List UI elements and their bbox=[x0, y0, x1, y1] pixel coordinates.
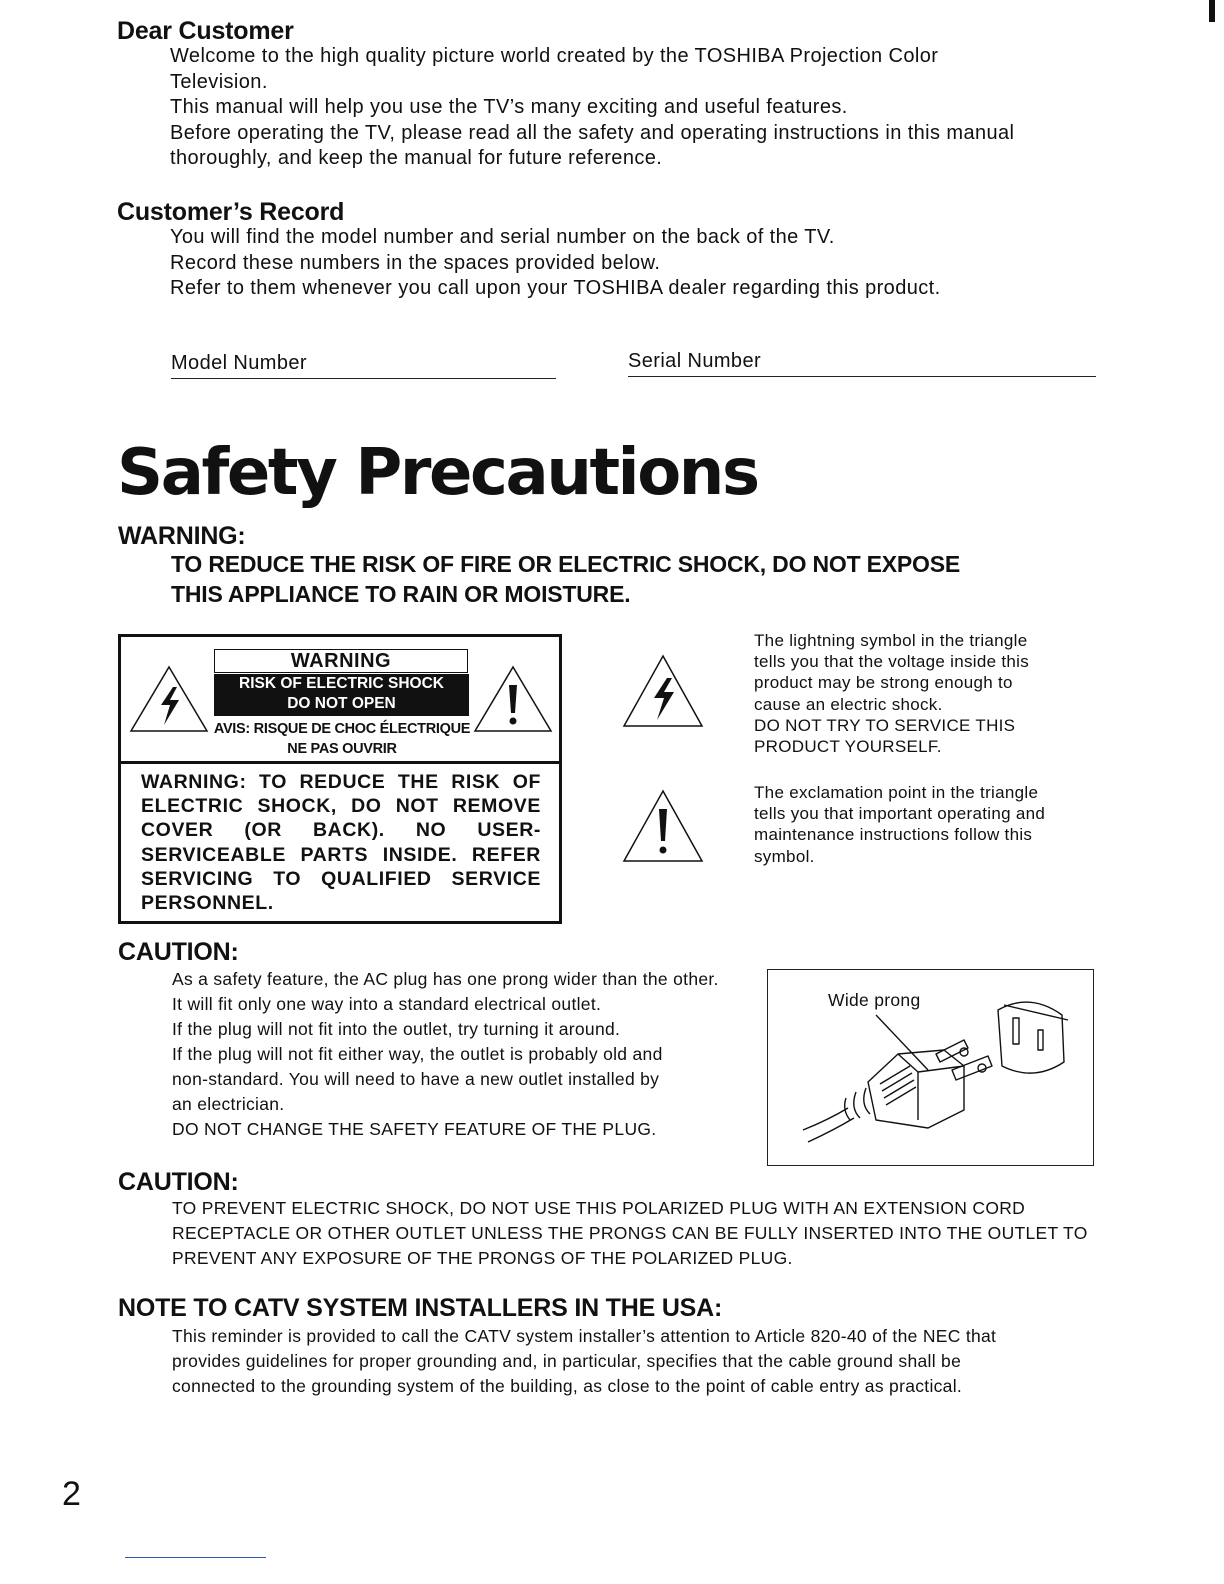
caution-heading: CAUTION: bbox=[118, 1168, 239, 1196]
text-line: PREVENT ANY EXPOSURE OF THE PRONGS OF THE POLARIZED PLUG. bbox=[172, 1248, 793, 1268]
text-line: If the plug will not fit into the outlet, try turning it around. bbox=[172, 1019, 621, 1039]
caution-heading: CAUTION: bbox=[118, 938, 239, 966]
model-number-field[interactable] bbox=[171, 378, 556, 379]
caution-extension-text bbox=[172, 1196, 1132, 1271]
avis-line: NE PAS OUVRIR bbox=[287, 741, 397, 757]
catv-note-text bbox=[172, 1324, 1132, 1399]
dear-customer-text bbox=[170, 44, 1170, 172]
page-edge-mark bbox=[1209, 0, 1215, 22]
text-line: DO NOT CHANGE THE SAFETY FEATURE OF THE PLUG. bbox=[172, 1119, 657, 1139]
warning-label-header bbox=[121, 637, 559, 764]
lightning-triangle-icon bbox=[622, 654, 704, 728]
text-line: This manual will help you use the TV’s many exciting and useful features. bbox=[170, 96, 848, 118]
dear-customer-heading: Dear Customer bbox=[117, 17, 294, 45]
caution-plug-text bbox=[172, 967, 762, 1142]
avis-line: AVIS: RISQUE DE CHOC ÉLECTRIQUE bbox=[213, 721, 471, 737]
warning-statement bbox=[171, 549, 1071, 609]
text-line: product may be strong enough to bbox=[754, 673, 1013, 693]
page-number: 2 bbox=[62, 1475, 81, 1513]
text-line: The exclamation point in the triangle bbox=[754, 783, 1039, 802]
model-number-label: Model Number bbox=[171, 352, 307, 374]
lightning-explanation bbox=[754, 630, 1114, 757]
text-line: The lightning symbol in the triangle bbox=[754, 631, 1028, 650]
customers-record-heading: Customer’s Record bbox=[117, 198, 345, 226]
text-line: non-standard. You will need to have a new outlet installed by bbox=[172, 1069, 660, 1089]
label-french-text bbox=[211, 719, 473, 759]
text-line: It will fit only one way into a standard electrical outlet. bbox=[172, 994, 602, 1014]
serial-number-field[interactable] bbox=[628, 376, 1096, 377]
text-line: symbol. bbox=[754, 846, 815, 866]
label-body-text: WARNING: TO REDUCE THE RISK OF ELECTRIC SHOCK, DO NOT REMOVE COVER (OR BACK). NO USER-SERVICEABLE PARTS INSIDE. REFER SERVICING TO QUALIFIED SERVICE PERSONNEL. bbox=[141, 771, 541, 915]
text-line: This reminder is provided to call the CATV system installer’s attention to Article 820-40 of the NEC that bbox=[172, 1326, 997, 1346]
exclamation-triangle-icon bbox=[473, 665, 553, 733]
label-warning-title: WARNING bbox=[214, 649, 468, 673]
page-title: Safety Precautions bbox=[117, 436, 758, 510]
wide-prong-label: Wide prong bbox=[828, 990, 921, 1010]
text-line: connected to the grounding system of the building, as close to the point of cable entry as practical. bbox=[172, 1376, 963, 1396]
risk-line: RISK OF ELECTRIC SHOCK bbox=[239, 675, 444, 692]
text-line: provides guidelines for proper grounding and, in particular, specifies that the cable ground shall be bbox=[172, 1351, 962, 1371]
text-line: Record these numbers in the spaces provided below. bbox=[170, 251, 661, 274]
exclamation-explanation bbox=[754, 782, 1114, 867]
warning-line: TO REDUCE THE RISK OF FIRE OR ELECTRIC SHOCK, DO NOT EXPOSE bbox=[171, 551, 961, 577]
lightning-triangle-icon bbox=[129, 665, 209, 733]
text-line: PRODUCT YOURSELF. bbox=[754, 737, 942, 757]
text-line: TO PREVENT ELECTRIC SHOCK, DO NOT USE THIS POLARIZED PLUG WITH AN EXTENSION CORD bbox=[172, 1198, 1026, 1218]
text-line: cause an electric shock. bbox=[754, 694, 943, 714]
exclamation-triangle-icon bbox=[622, 789, 704, 863]
plug-illustration bbox=[768, 970, 1093, 1165]
warning-heading: WARNING: bbox=[118, 522, 246, 550]
catv-note-heading: NOTE TO CATV SYSTEM INSTALLERS IN THE USA: bbox=[118, 1294, 723, 1322]
text-line: thoroughly, and keep the manual for future reference. bbox=[170, 147, 663, 169]
serial-number-label: Serial Number bbox=[628, 350, 762, 372]
polarized-plug-diagram bbox=[767, 969, 1094, 1166]
text-line: tells you that the voltage inside this bbox=[754, 652, 1030, 672]
text-line: Before operating the TV, please read all the safety and operating instructions in this manual bbox=[170, 121, 1015, 144]
text-line: As a safety feature, the AC plug has one prong wider than the other. bbox=[172, 969, 719, 989]
footer-rule bbox=[125, 1557, 266, 1558]
warning-label bbox=[118, 634, 562, 924]
warning-line: THIS APPLIANCE TO RAIN OR MOISTURE. bbox=[171, 581, 631, 607]
risk-line: DO NOT OPEN bbox=[287, 695, 396, 712]
text-line: Welcome to the high quality picture world created by the TOSHIBA Projection Color bbox=[170, 45, 939, 67]
text-line: Refer to them whenever you call upon your TOSHIBA dealer regarding this product. bbox=[170, 277, 941, 299]
text-line: If the plug will not fit either way, the outlet is probably old and bbox=[172, 1044, 663, 1064]
text-line: maintenance instructions follow this bbox=[754, 825, 1033, 845]
text-line: Television. bbox=[170, 70, 268, 93]
label-risk-banner bbox=[214, 674, 469, 716]
customers-record-text bbox=[170, 225, 1170, 302]
text-line: tells you that important operating and bbox=[754, 804, 1046, 824]
text-line: DO NOT TRY TO SERVICE THIS bbox=[754, 715, 1016, 735]
text-line: You will find the model number and serial number on the back of the TV. bbox=[170, 226, 835, 248]
text-line: RECEPTACLE OR OTHER OUTLET UNLESS THE PRONGS CAN BE FULLY INSERTED INTO THE OUTLET TO bbox=[172, 1223, 1088, 1243]
text-line: an electrician. bbox=[172, 1094, 285, 1114]
